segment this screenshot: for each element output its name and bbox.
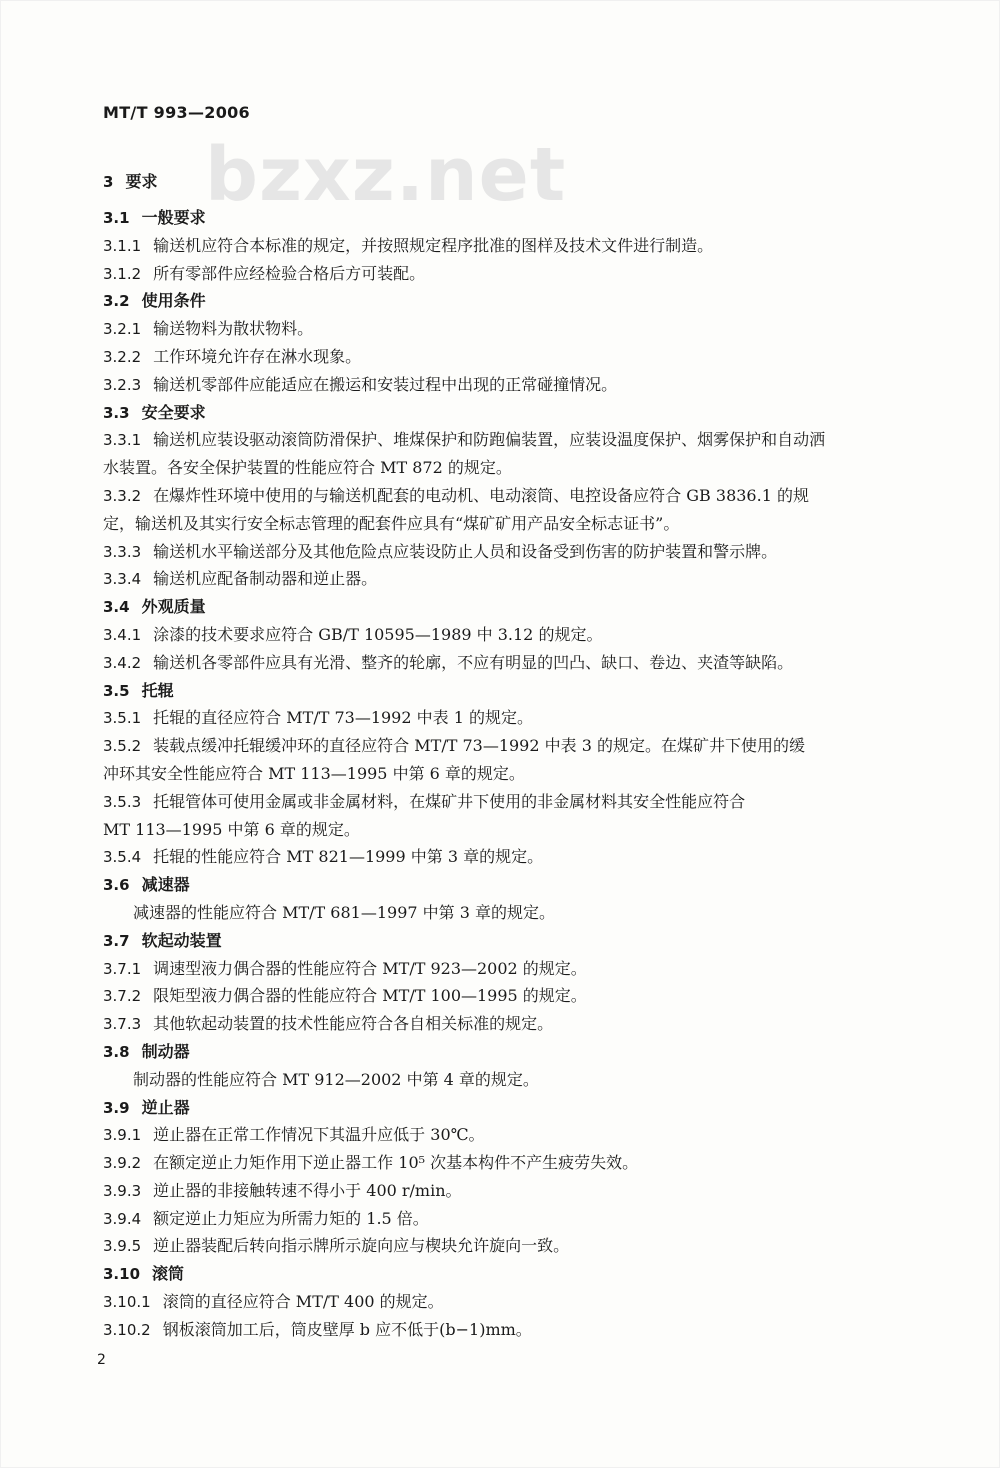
clause-number: 3.2 — [103, 292, 130, 311]
clause-text: 制动器 — [141, 1041, 190, 1061]
clause-number: 3.9 — [103, 1098, 130, 1117]
clause-number: 3.3 — [103, 403, 130, 422]
clause-number: 3.5.2 — [103, 737, 142, 756]
clause-text: 托辊的性能应符合 MT 821—1999 中第 3 章的规定。 — [153, 847, 544, 867]
clause-line — [103, 1010, 923, 1038]
clause-line — [103, 788, 923, 816]
clause-number: 3.10.2 — [103, 1320, 151, 1339]
document-body — [103, 168, 923, 1344]
clause-text: 输送机零部件应能适应在搬运和安装过程中出现的正常碰撞情况。 — [153, 374, 618, 394]
clause-number: 3.4.2 — [103, 653, 142, 672]
clause-number: 3.4 — [103, 598, 130, 617]
clause-number: 3.7.2 — [103, 987, 142, 1006]
clause-text: 调速型液力偶合器的性能应符合 MT/T 923—2002 的规定。 — [153, 958, 587, 978]
clause-text: 输送物料为散状物料。 — [153, 319, 314, 339]
clause-number: 3 — [103, 173, 114, 191]
clause-number: 3.5.1 — [103, 709, 142, 728]
clause-line — [103, 454, 923, 482]
page-number: 2 — [97, 1352, 106, 1368]
clause-line — [103, 1288, 923, 1316]
clause-text: 水装置。各安全保护装置的性能应符合 MT 872 的规定。 — [103, 458, 512, 478]
clause-line — [103, 371, 923, 399]
clause-text: 安全要求 — [141, 402, 206, 422]
clause-line — [103, 482, 923, 510]
clause-text: 逆止器的非接触转速不得小于 400 r/min。 — [153, 1180, 462, 1200]
clause-text: 输送机应符合本标准的规定，并按照规定程序批准的图样及技术文件进行制造。 — [153, 235, 714, 255]
clause-number: 3.10.1 — [103, 1293, 151, 1312]
section-heading — [103, 287, 923, 315]
clause-text: 输送机各零部件应具有光滑、整齐的轮廓，不应有明显的凹凸、缺口、卷边、夹渣等缺陷。 — [153, 652, 794, 672]
clause-line — [103, 649, 923, 677]
clause-text: 托辊管体可使用金属或非金属材料，在煤矿井下使用的非金属材料其安全性能应符合 — [153, 791, 746, 811]
clause-text: 制动器的性能应符合 MT 912—2002 中第 4 章的规定。 — [133, 1069, 539, 1089]
clause-text: 减速器的性能应符合 MT/T 681—1997 中第 3 章的规定。 — [133, 902, 555, 922]
clause-text: 一般要求 — [141, 208, 206, 227]
clause-line — [103, 1205, 923, 1233]
clause-text: 输送机应装设驱动滚筒防滑保护、堆煤保护和防跑偏装置，应装设温度保护、烟雾保护和自动洒 — [153, 430, 826, 450]
clause-line — [103, 1232, 923, 1260]
clause-number: 3.2.1 — [103, 320, 142, 339]
clause-number: 3.9.4 — [103, 1209, 142, 1228]
clause-line — [103, 955, 923, 983]
clause-number: 3.5.4 — [103, 848, 142, 867]
section-heading — [103, 168, 923, 204]
clause-number: 3.5.3 — [103, 792, 142, 811]
clause-number: 3.9.3 — [103, 1181, 142, 1200]
clause-text: 所有零部件应经检验合格后方可装配。 — [153, 263, 426, 283]
clause-number: 3.1.2 — [103, 264, 142, 283]
clause-number: 3.2.2 — [103, 347, 142, 366]
clause-text: 输送机应配备制动器和逆止器。 — [153, 569, 378, 589]
clause-line — [103, 565, 923, 593]
section-heading — [103, 204, 923, 232]
clause-line — [103, 1121, 923, 1149]
clause-number: 3.8 — [103, 1042, 130, 1061]
clause-number: 3.9.5 — [103, 1237, 142, 1256]
clause-text: 在爆炸性环境中使用的与输送机配套的电动机、电动滚筒、电控设备应符合 GB 3836.1 的规 — [153, 485, 809, 505]
clause-line — [103, 816, 923, 844]
clause-text: 输送机水平输送部分及其他危险点应装设防止人员和设备受到伤害的防护装置和警示牌。 — [153, 541, 778, 561]
clause-text: 冲环其安全性能应符合 MT 113—1995 中第 6 章的规定。 — [103, 763, 525, 783]
clause-text: 钢板滚筒加工后，筒皮壁厚 b 应不低于(b−1)mm。 — [162, 1319, 532, 1339]
clause-text: 在额定逆止力矩作用下逆止器工作 10⁵ 次基本构件不产生疲劳失效。 — [153, 1153, 639, 1173]
clause-text: 要求 — [125, 172, 158, 191]
clause-line — [103, 426, 923, 454]
clause-line — [103, 315, 923, 343]
clause-line — [103, 232, 923, 260]
clause-number: 3.3.1 — [103, 431, 142, 450]
clause-line — [103, 704, 923, 732]
clause-text: 限矩型液力偶合器的性能应符合 MT/T 100—1995 的规定。 — [153, 986, 587, 1006]
section-heading — [103, 927, 923, 955]
clause-text: 逆止器装配后转向指示牌所示旋向应与楔块允许旋向一致。 — [153, 1236, 570, 1256]
clause-line — [103, 510, 923, 538]
clause-text: 外观质量 — [141, 597, 206, 617]
clause-text: 托辊的直径应符合 MT/T 73—1992 中表 1 的规定。 — [153, 708, 533, 728]
clause-line — [103, 343, 923, 371]
clause-text: 使用条件 — [141, 291, 206, 311]
clause-text: 逆止器在正常工作情况下其温升应低于 30℃。 — [153, 1125, 485, 1145]
clause-text: 托辊 — [141, 680, 174, 700]
clause-text: 定，输送机及其实行安全标志管理的配套件应具有“煤矿矿用产品安全标志证书”。 — [103, 513, 680, 533]
clause-number: 3.1 — [103, 209, 130, 227]
section-heading — [103, 1038, 923, 1066]
section-heading — [103, 871, 923, 899]
clause-number: 3.3.2 — [103, 486, 142, 505]
clause-number: 3.7 — [103, 931, 130, 950]
clause-line — [103, 1066, 923, 1094]
watermark: bzxz.net — [205, 132, 567, 218]
clause-line — [103, 538, 923, 566]
section-heading — [103, 1094, 923, 1122]
clause-text: 其他软起动装置的技术性能应符合各自相关标准的规定。 — [153, 1014, 554, 1034]
clause-number: 3.9.2 — [103, 1154, 142, 1173]
section-heading — [103, 1260, 923, 1288]
clause-number: 3.7.1 — [103, 959, 142, 978]
clause-text: 额定逆止力矩应为所需力矩的 1.5 倍。 — [153, 1208, 429, 1228]
document-id: MT/T 993—2006 — [103, 103, 250, 122]
clause-line — [103, 760, 923, 788]
clause-text: 软起动装置 — [141, 930, 222, 950]
clause-number: 3.1.1 — [103, 236, 142, 255]
clause-text: MT 113—1995 中第 6 章的规定。 — [103, 819, 360, 839]
clause-text: 逆止器 — [141, 1097, 190, 1117]
clause-number: 3.5 — [103, 681, 130, 700]
clause-text: 装载点缓冲托辊缓冲环的直径应符合 MT/T 73—1992 中表 3 的规定。在煤矿井下使用的缓 — [153, 736, 805, 756]
clause-text: 涂漆的技术要求应符合 GB/T 10595—1989 中 3.12 的规定。 — [153, 624, 603, 644]
section-heading — [103, 399, 923, 427]
clause-line — [103, 982, 923, 1010]
clause-number: 3.6 — [103, 876, 130, 895]
clause-number: 3.7.3 — [103, 1015, 142, 1034]
clause-line — [103, 843, 923, 871]
clause-line — [103, 732, 923, 760]
clause-text: 减速器 — [141, 875, 190, 895]
clause-number: 3.3.4 — [103, 570, 142, 589]
clause-line — [103, 260, 923, 288]
clause-line — [103, 621, 923, 649]
clause-number: 3.9.1 — [103, 1126, 142, 1145]
clause-line — [103, 1149, 923, 1177]
clause-number: 3.4.1 — [103, 625, 142, 644]
clause-line — [103, 1316, 923, 1344]
clause-line — [103, 1177, 923, 1205]
clause-number: 3.3.3 — [103, 542, 142, 561]
clause-number: 3.10 — [103, 1265, 141, 1284]
clause-line — [103, 899, 923, 927]
section-heading — [103, 677, 923, 705]
section-heading — [103, 593, 923, 621]
clause-text: 滚筒 — [152, 1264, 185, 1284]
clause-number: 3.2.3 — [103, 375, 142, 394]
clause-text: 滚筒的直径应符合 MT/T 400 的规定。 — [162, 1292, 444, 1312]
clause-text: 工作环境允许存在淋水现象。 — [153, 346, 362, 366]
